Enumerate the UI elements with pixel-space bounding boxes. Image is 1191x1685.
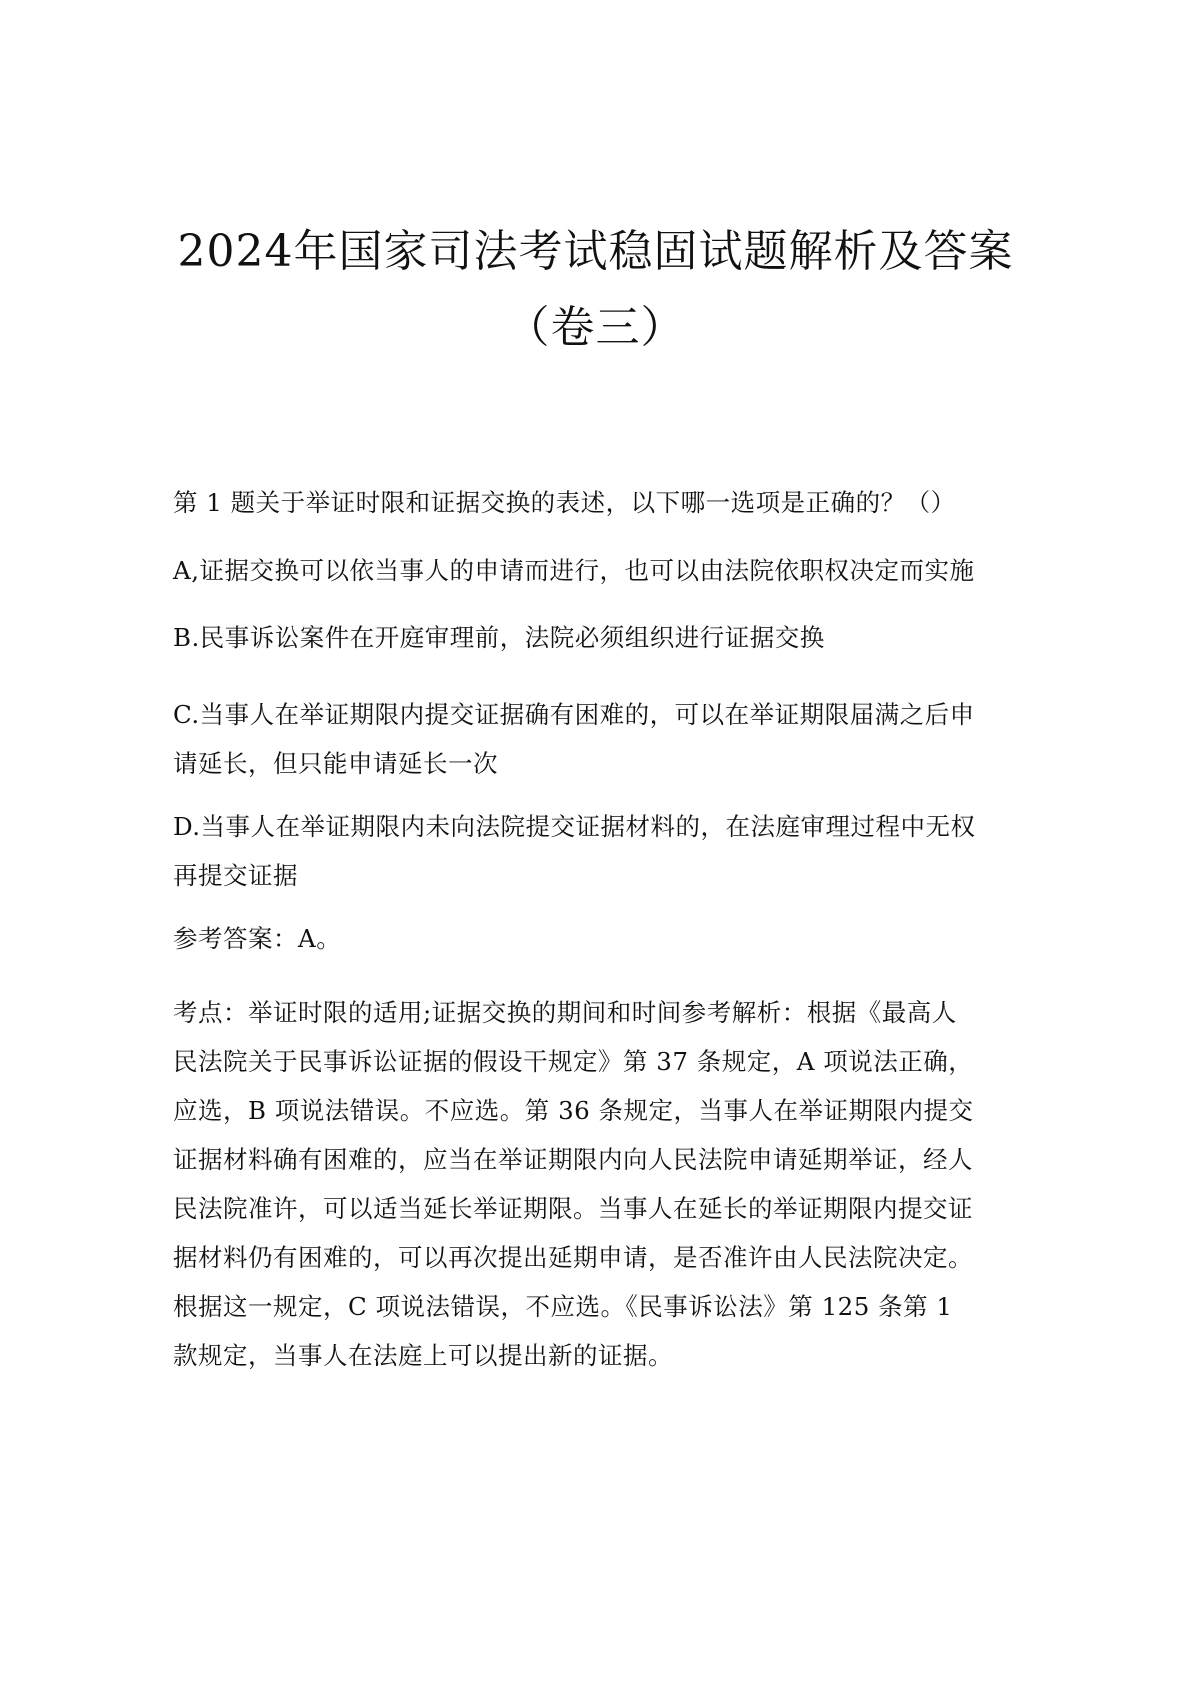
analysis-line: 据材料仍有困难的，可以再次提出延期申请，是否准许由人民法院决定。 — [173, 1243, 973, 1272]
reference-answer: 参考答案：A。 — [173, 924, 342, 953]
document-subtitle: （卷三） — [505, 302, 686, 353]
option-d — [173, 802, 1013, 900]
analysis-line: 款规定，当事人在法庭上可以提出新的证据。 — [173, 1341, 673, 1370]
analysis-line: 考点：举证时限的适用;证据交换的期间和时间参考解析：根据《最高人 — [173, 998, 957, 1027]
analysis-line: 证据材料确有困难的，应当在举证期限内向人民法院申请延期举证，经人 — [173, 1145, 973, 1174]
analysis-block — [173, 988, 1013, 1380]
option-a: A,证据交换可以依当事人的申请而进行，也可以由法院依职权决定而实施 — [173, 556, 975, 585]
option-d-line: 再提交证据 — [173, 861, 298, 890]
option-c-line: 请延长，但只能申请延长一次 — [173, 749, 498, 778]
option-b: B.民事诉讼案件在开庭审理前，法院必须组织进行证据交换 — [173, 623, 825, 652]
analysis-line: 民法院准许，可以适当延长举证期限。当事人在延长的举证期限内提交证 — [173, 1194, 973, 1223]
option-d-line: D.当事人在举证期限内未向法院提交证据材料的，在法庭审理过程中无权 — [173, 812, 976, 841]
document-title: 2024年国家司法考试稳固试题解析及答案 — [177, 226, 1014, 277]
option-c-line: C.当事人在举证期限内提交证据确有困难的，可以在举证期限届满之后申 — [173, 700, 975, 729]
analysis-line: 民法院关于民事诉讼证据的假设干规定》第 37 条规定，A 项说法正确， — [173, 1047, 974, 1076]
question-text: 第 1 题关于举证时限和证据交换的表述，以下哪一选项是正确的？（） — [173, 488, 956, 517]
option-c — [173, 690, 1013, 788]
analysis-line: 根据这一规定，C 项说法错误，不应选。《民事诉讼法》第 125 条第 1 — [173, 1292, 953, 1321]
analysis-line: 应选，B 项说法错误。不应选。第 36 条规定，当事人在举证期限内提交 — [173, 1096, 974, 1125]
